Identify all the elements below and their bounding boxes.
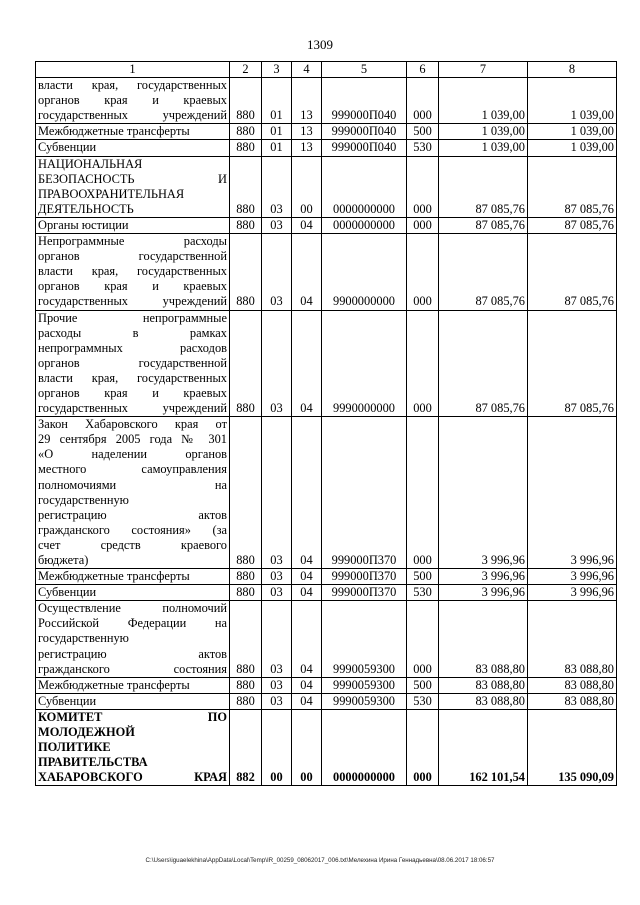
column-header: 4: [292, 62, 322, 78]
amount-actual-cell: 87 085,76: [528, 217, 617, 233]
department-code-cell: 880: [230, 140, 262, 156]
expense-name-cell: [36, 601, 230, 677]
amount-plan-cell: 3 996,96: [439, 585, 528, 601]
amount-actual-cell: 1 039,00: [528, 140, 617, 156]
table-row: [36, 234, 617, 310]
department-code-cell: 880: [230, 569, 262, 585]
table-row: [36, 585, 617, 601]
expense-name-line: органов края и краевых: [38, 385, 227, 400]
expense-type-cell: 530: [407, 693, 439, 709]
expense-name-line: ПРАВИТЕЛЬСТВА: [38, 755, 148, 770]
department-code-cell: 880: [230, 677, 262, 693]
subsection-code-cell: 00: [292, 709, 322, 785]
expense-name-line: органов края и краевых: [38, 93, 227, 108]
expense-name-line: Субвенции: [38, 693, 97, 708]
expense-name-cell: [36, 693, 230, 709]
amount-plan-cell: 83 088,80: [439, 601, 528, 677]
file-path-footer: C:\Users\iguaelekhina\AppData\Local\Temp\IR_00259_08062017_006.txt\Мелехина Ирина Геннадьевна\08.06.2017 18:06:57: [145, 857, 495, 864]
section-code-cell: 03: [262, 310, 292, 417]
expense-name-line: государственных учреждений: [38, 108, 227, 123]
amount-actual-cell: 83 088,80: [528, 677, 617, 693]
subsection-code-cell: 04: [292, 693, 322, 709]
table-row: [36, 709, 617, 785]
expense-type-cell: 530: [407, 140, 439, 156]
amount-actual-cell: 1 039,00: [528, 78, 617, 124]
column-header: 8: [528, 62, 617, 78]
subsection-code-cell: 13: [292, 124, 322, 140]
expense-type-cell: 000: [407, 601, 439, 677]
department-code-cell: 880: [230, 156, 262, 217]
section-code-cell: 03: [262, 417, 292, 569]
expense-name-line: государственную: [38, 631, 129, 646]
table-body: [36, 78, 617, 786]
amount-actual-cell: 83 088,80: [528, 693, 617, 709]
section-code-cell: 01: [262, 124, 292, 140]
expense-name-line: счет средств краевого: [38, 537, 227, 552]
target-article-cell: 999000П370: [322, 569, 407, 585]
target-article-cell: 999000П370: [322, 585, 407, 601]
section-code-cell: 03: [262, 217, 292, 233]
subsection-code-cell: 04: [292, 677, 322, 693]
amount-plan-cell: 1 039,00: [439, 124, 528, 140]
table-row: [36, 124, 617, 140]
expense-type-cell: 000: [407, 417, 439, 569]
expense-name-line: регистрацию актов: [38, 507, 227, 522]
department-code-cell: 880: [230, 234, 262, 310]
expense-name-line: Субвенции: [38, 140, 97, 155]
expense-name-line: местного самоуправления: [38, 462, 227, 477]
department-code-cell: 880: [230, 124, 262, 140]
subsection-code-cell: 04: [292, 417, 322, 569]
expense-type-cell: 000: [407, 709, 439, 785]
expense-name-line: государственную: [38, 492, 129, 507]
expense-name-line: полномочиями на: [38, 477, 227, 492]
page-number: 1309: [307, 37, 333, 52]
expense-name-line: Межбюджетные трансферты: [38, 124, 190, 139]
department-code-cell: 880: [230, 78, 262, 124]
expense-type-cell: 500: [407, 569, 439, 585]
column-header: 3: [262, 62, 292, 78]
table-row: [36, 78, 617, 124]
expense-name-line: ХАБАРОВСКОГО КРАЯ: [38, 770, 227, 785]
amount-plan-cell: 87 085,76: [439, 310, 528, 417]
section-code-cell: 03: [262, 601, 292, 677]
table-row: [36, 569, 617, 585]
subsection-code-cell: 13: [292, 140, 322, 156]
target-article-cell: 999000П370: [322, 417, 407, 569]
department-code-cell: 880: [230, 217, 262, 233]
column-header: 6: [407, 62, 439, 78]
subsection-code-cell: 04: [292, 217, 322, 233]
department-code-cell: 880: [230, 693, 262, 709]
amount-plan-cell: 3 996,96: [439, 569, 528, 585]
section-code-cell: 01: [262, 140, 292, 156]
table-row: [36, 417, 617, 569]
section-code-cell: 03: [262, 234, 292, 310]
target-article-cell: 9990059300: [322, 601, 407, 677]
table-row: [36, 156, 617, 217]
department-code-cell: 880: [230, 601, 262, 677]
section-code-cell: 01: [262, 78, 292, 124]
department-code-cell: 880: [230, 585, 262, 601]
amount-plan-cell: 83 088,80: [439, 693, 528, 709]
expense-name-cell: [36, 234, 230, 310]
expense-name-cell: [36, 417, 230, 569]
expense-type-cell: 000: [407, 78, 439, 124]
expense-name-cell: [36, 677, 230, 693]
target-article-cell: 0000000000: [322, 156, 407, 217]
expense-name-cell: [36, 585, 230, 601]
expense-type-cell: 000: [407, 217, 439, 233]
expense-name-line: власти края, государственных: [38, 264, 227, 279]
expense-name-line: НАЦИОНАЛЬНАЯ: [38, 156, 143, 171]
expense-name-line: гражданского состояния» (за: [38, 522, 227, 537]
expense-name-cell: [36, 156, 230, 217]
expense-type-cell: 000: [407, 156, 439, 217]
subsection-code-cell: 00: [292, 156, 322, 217]
target-article-cell: 999000П040: [322, 124, 407, 140]
expense-name-line: ДЕЯТЕЛЬНОСТЬ: [38, 201, 134, 216]
subsection-code-cell: 04: [292, 585, 322, 601]
expense-name-line: государственных учреждений: [38, 401, 227, 416]
column-header: 2: [230, 62, 262, 78]
target-article-cell: 9900000000: [322, 234, 407, 310]
expense-name-line: Межбюджетные трансферты: [38, 569, 190, 584]
amount-plan-cell: 83 088,80: [439, 677, 528, 693]
expense-name-line: органов государственной: [38, 355, 227, 370]
department-code-cell: 880: [230, 417, 262, 569]
amount-actual-cell: 87 085,76: [528, 156, 617, 217]
expense-name-cell: [36, 569, 230, 585]
department-code-cell: 880: [230, 310, 262, 417]
column-header: 5: [322, 62, 407, 78]
expense-name-line: органов края и краевых: [38, 279, 227, 294]
target-article-cell: 0000000000: [322, 217, 407, 233]
amount-actual-cell: 83 088,80: [528, 601, 617, 677]
expense-name-cell: [36, 709, 230, 785]
expense-name-line: регистрацию актов: [38, 646, 227, 661]
expense-name-line: МОЛОДЕЖНОЙ: [38, 725, 135, 740]
expense-name-line: Органы юстиции: [38, 217, 129, 232]
target-article-cell: 0000000000: [322, 709, 407, 785]
expense-type-cell: 500: [407, 124, 439, 140]
amount-actual-cell: 3 996,96: [528, 585, 617, 601]
expense-name-line: органов государственной: [38, 249, 227, 264]
subsection-code-cell: 04: [292, 310, 322, 417]
column-header: 1: [36, 62, 230, 78]
section-code-cell: 03: [262, 677, 292, 693]
amount-plan-cell: 162 101,54: [439, 709, 528, 785]
amount-plan-cell: 87 085,76: [439, 217, 528, 233]
amount-plan-cell: 3 996,96: [439, 417, 528, 569]
subsection-code-cell: 04: [292, 601, 322, 677]
expense-name-line: Российской Федерации на: [38, 616, 227, 631]
amount-plan-cell: 1 039,00: [439, 140, 528, 156]
subsection-code-cell: 13: [292, 78, 322, 124]
expense-name-line: 29 сентября 2005 года № 301: [38, 432, 227, 447]
section-code-cell: 03: [262, 585, 292, 601]
section-code-cell: 03: [262, 156, 292, 217]
table-row: [36, 693, 617, 709]
column-header: 7: [439, 62, 528, 78]
amount-plan-cell: 1 039,00: [439, 78, 528, 124]
expense-name-line: государственных учреждений: [38, 294, 227, 309]
expense-name-line: непрограммных расходов: [38, 340, 227, 355]
expense-name-line: Межбюджетные трансферты: [38, 677, 190, 692]
expense-name-line: гражданского состояния: [38, 661, 227, 676]
expense-name-cell: [36, 310, 230, 417]
amount-actual-cell: 87 085,76: [528, 234, 617, 310]
expense-name-line: Осуществление полномочий: [38, 601, 227, 616]
table-row: [36, 310, 617, 417]
expense-type-cell: 530: [407, 585, 439, 601]
section-code-cell: 03: [262, 569, 292, 585]
expense-name-line: БЕЗОПАСНОСТЬ И: [38, 171, 227, 186]
amount-actual-cell: 1 039,00: [528, 124, 617, 140]
expense-type-cell: 500: [407, 677, 439, 693]
subsection-code-cell: 04: [292, 234, 322, 310]
table-row: [36, 601, 617, 677]
table-header-row: [36, 62, 617, 78]
expense-name-line: Субвенции: [38, 585, 97, 600]
expense-name-line: расходы в рамках: [38, 325, 227, 340]
expense-name-line: ПРАВООХРАНИТЕЛЬНАЯ: [38, 186, 185, 201]
target-article-cell: 9990000000: [322, 310, 407, 417]
target-article-cell: 999000П040: [322, 140, 407, 156]
amount-actual-cell: 135 090,09: [528, 709, 617, 785]
amount-plan-cell: 87 085,76: [439, 234, 528, 310]
expense-type-cell: 000: [407, 234, 439, 310]
subsection-code-cell: 04: [292, 569, 322, 585]
expense-name-cell: [36, 217, 230, 233]
amount-actual-cell: 3 996,96: [528, 569, 617, 585]
table-row: [36, 677, 617, 693]
expense-name-cell: [36, 124, 230, 140]
expense-name-line: ПОЛИТИКЕ: [38, 740, 111, 755]
expense-name-line: власти края, государственных: [38, 78, 227, 93]
amount-plan-cell: 87 085,76: [439, 156, 528, 217]
expense-name-line: «О наделении органов: [38, 447, 227, 462]
amount-actual-cell: 3 996,96: [528, 417, 617, 569]
target-article-cell: 9990059300: [322, 677, 407, 693]
expense-name-cell: [36, 140, 230, 156]
target-article-cell: 9990059300: [322, 693, 407, 709]
table-row: [36, 217, 617, 233]
section-code-cell: 03: [262, 693, 292, 709]
expense-type-cell: 000: [407, 310, 439, 417]
expense-name-line: Непрограммные расходы: [38, 234, 227, 249]
expense-name-line: КОМИТЕТ ПО: [38, 709, 227, 724]
expense-name-line: Прочие непрограммные: [38, 310, 227, 325]
expense-name-line: бюджета): [38, 553, 89, 567]
expense-name-line: Закон Хабаровского края от: [38, 417, 227, 432]
table-row: [36, 140, 617, 156]
budget-table: [35, 61, 617, 786]
target-article-cell: 999000П040: [322, 78, 407, 124]
expense-name-line: власти края, государственных: [38, 370, 227, 385]
amount-actual-cell: 87 085,76: [528, 310, 617, 417]
section-code-cell: 00: [262, 709, 292, 785]
department-code-cell: 882: [230, 709, 262, 785]
expense-name-cell: [36, 78, 230, 124]
